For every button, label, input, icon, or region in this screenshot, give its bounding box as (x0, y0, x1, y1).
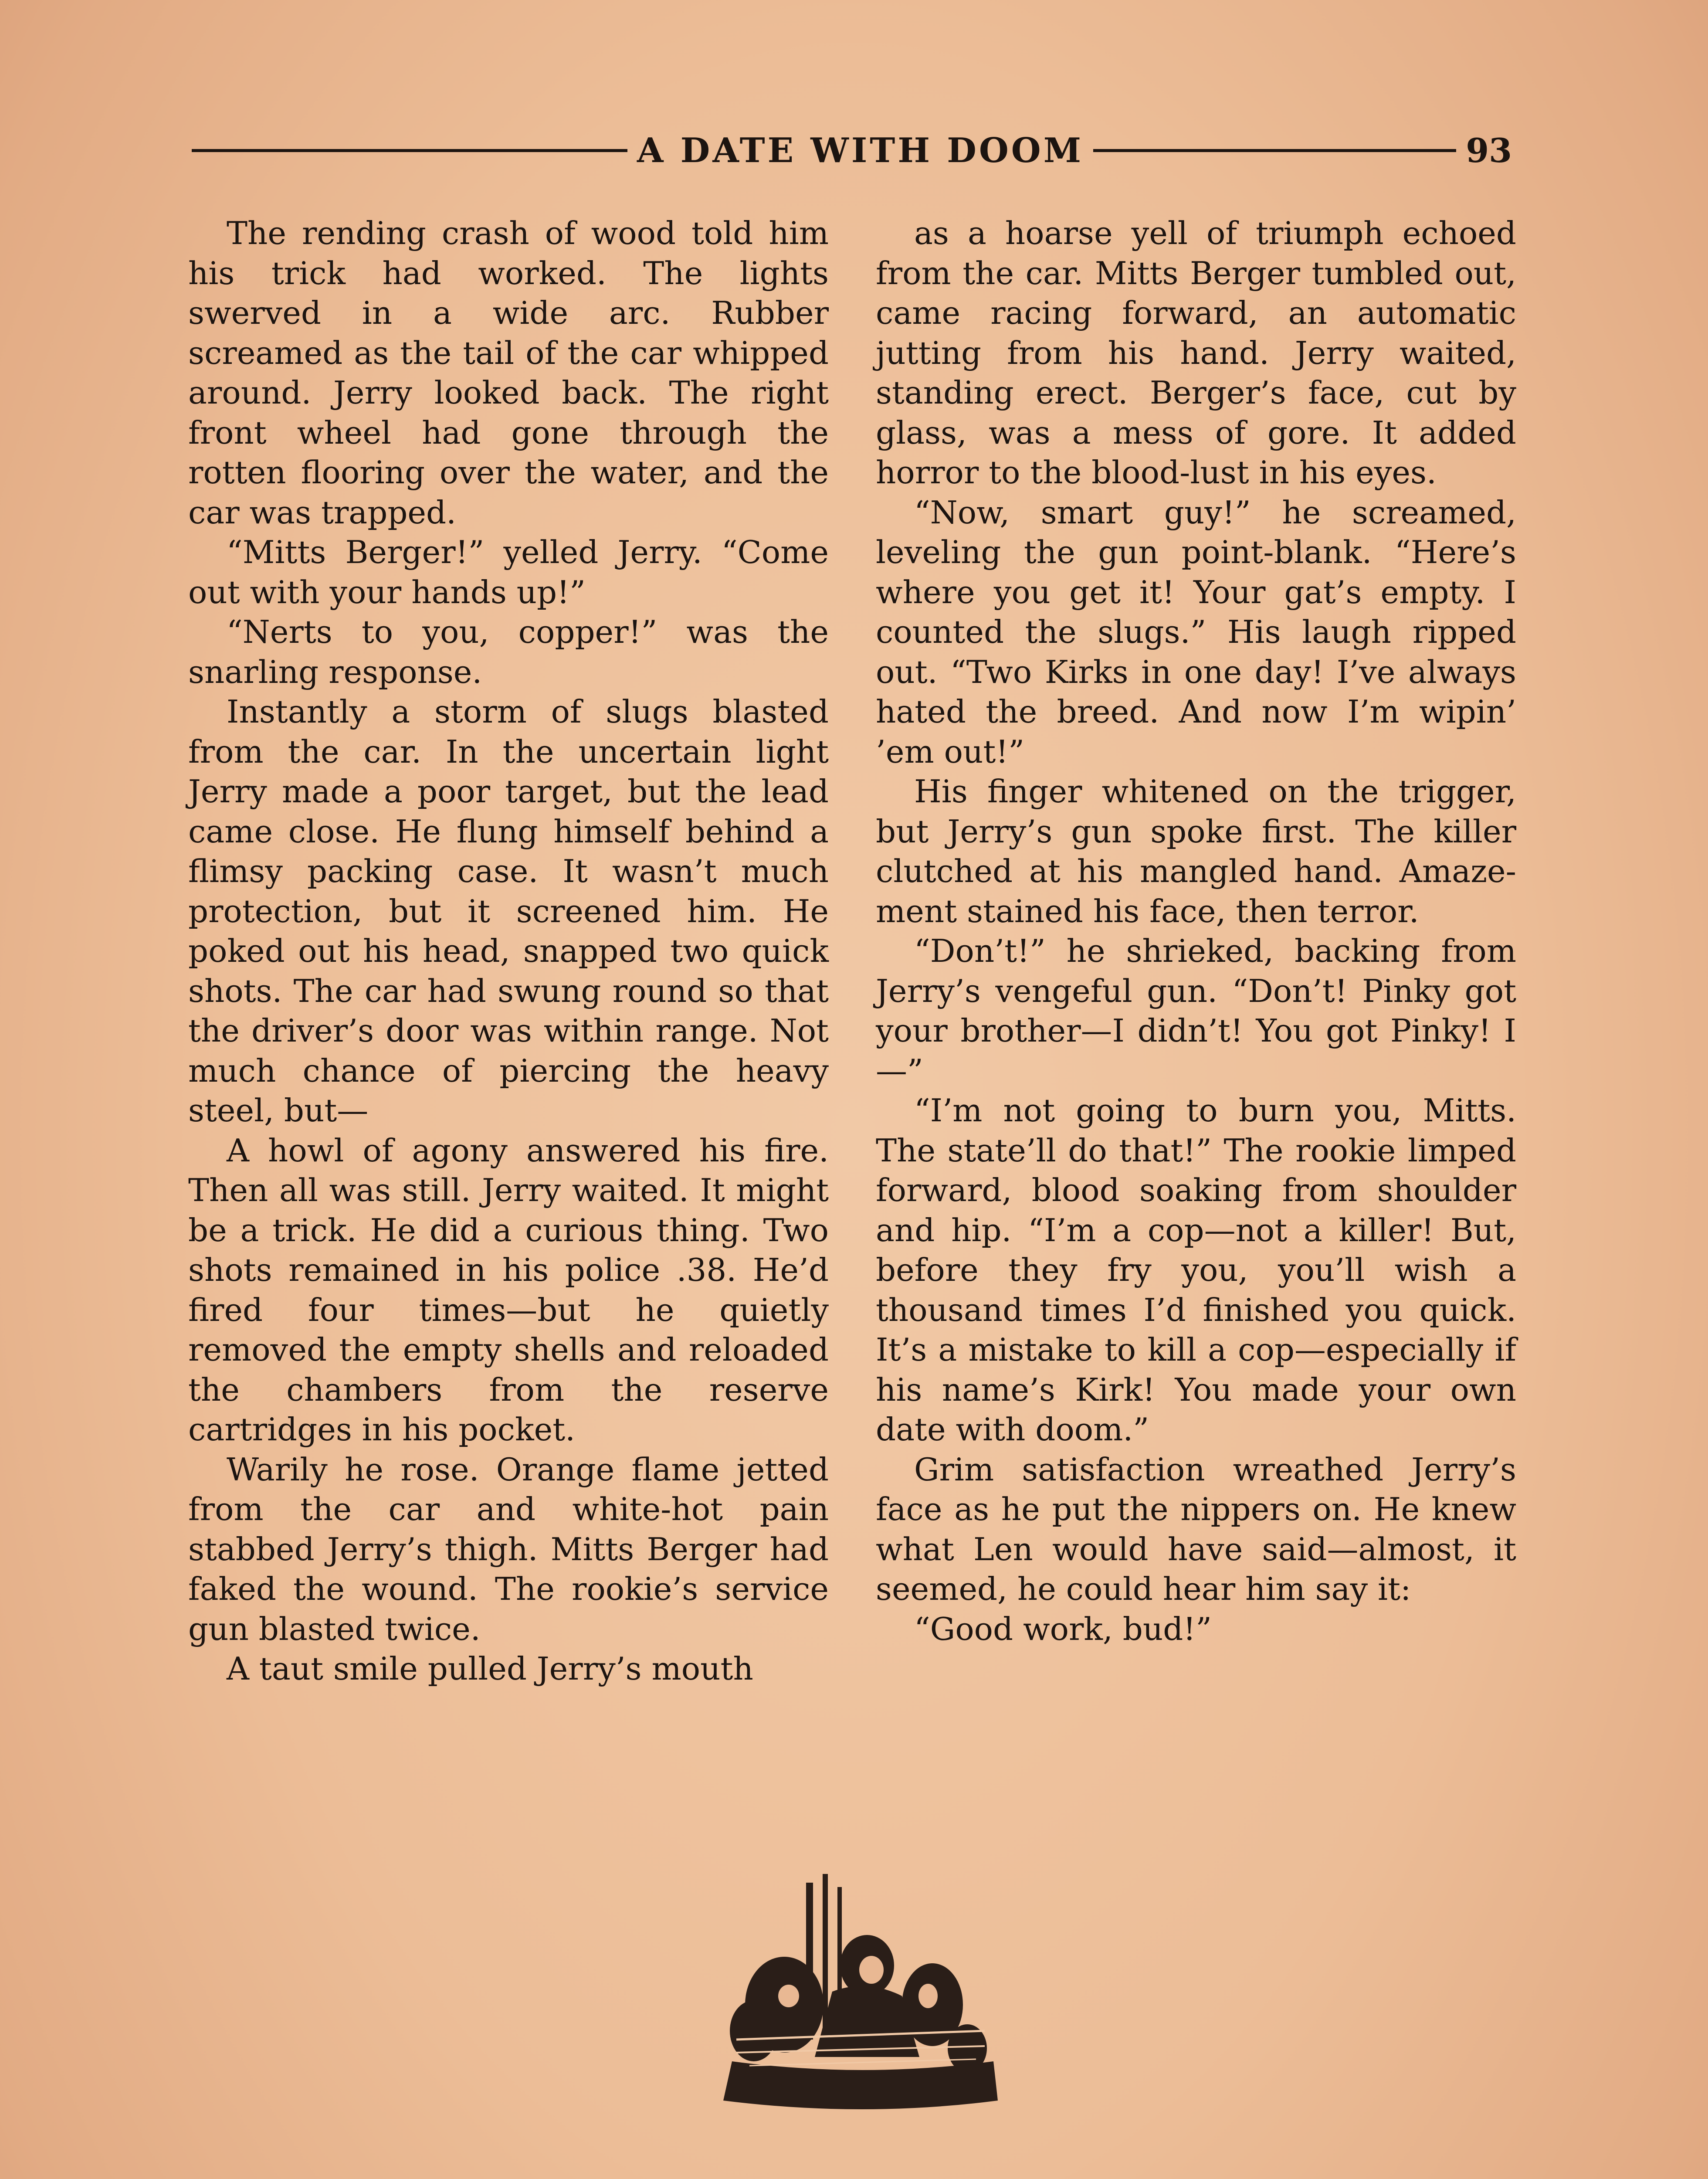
paragraph: A taut smile pulled Jerry’s mouth (227, 1650, 753, 1687)
right-column (876, 214, 1516, 1649)
paragraph: “I’m not going to burn you, Mitts. The state’ll do that!” The rookie limped forward, blood soaking from shoulder and hip. “I’m a cop—not a killer! But, before they fry you, you’ll wish a thousand times I’d finished you quick. It’s a mistake to kill a cop—especially if his name’s Kirk! You made your own date with doom.” (876, 1092, 1516, 1448)
running-title: A DATE WITH DOOM (637, 130, 1084, 170)
paragraph: Grim satisfaction wreathed Jerry’s face as he put the nippers on. He knew what Len would have said—almost, it seemed, he could hear him say it: (876, 1451, 1516, 1607)
running-header (192, 126, 1512, 174)
paragraph: The rending crash of wood told him his trick had worked. The lights swerved in a wide arc. Rubber screamed as the tail of the car whipped around. Jerry looked back. The right front wheel had gone through the rotten flooring over the water, and the car was trapped. (188, 215, 829, 531)
left-column (188, 214, 829, 1689)
paragraph: A howl of agony answered his fire. Then all was still. Jerry waited. It might be a trick. He did a curious thing. Two shots remained in his police .38. He’d fired four times—but he quietly removed the empty shells and reloaded the chambers from the reserve cartridges in his pocket. (188, 1132, 829, 1448)
policeman-woodcut-icon (723, 1874, 998, 2118)
paragraph: “Good work, bud!” (914, 1610, 1212, 1647)
paragraph: “Don’t!” he shrieked, backing from Jerry’s vengeful gun. “Don’t! Pinky got your brother—I didn’t! You got Pinky! I—” (876, 933, 1516, 1089)
header-rule-right (1093, 149, 1456, 152)
page-number: 93 (1466, 131, 1512, 170)
paragraph: as a hoarse yell of triumph echoed from the car. Mitts Berger tumbled out, came racing forward, an automatic jutting from his hand. Jerry waited, standing erect. Berger’s face, cut by glass, was a mess of gore. It added horror to the blood-lust in his eyes. (876, 215, 1516, 491)
end-illustration (723, 1874, 998, 2118)
paragraph: Instantly a storm of slugs blasted from the car. In the uncertain light Jerry made a poor target, but the lead came close. He flung himself behind a flimsy packing case. It wasn’t much protection, but it screened him. He poked out his head, snapped two quick shots. The car had swung round so that the driver’s door was within range. Not much chance of piercing the heavy steel, but— (188, 693, 829, 1129)
paragraph: Warily he rose. Orange flame jetted from the car and white-hot pain stabbed Jerry’s thigh. Mitts Berger had faked the wound. The rookie’s service gun blasted twice. (188, 1451, 829, 1647)
header-rule-left (192, 149, 627, 152)
paragraph: “Mitts Berger!” yelled Jerry. “Come out with your hands up!” (188, 534, 829, 611)
paragraph: “Nerts to you, copper!” was the snarling response. (188, 614, 829, 690)
paragraph: His finger whitened on the trigger, but Jerry’s gun spoke first. The killer clutched at his mangled hand. Amazement stained his face, then terror. (876, 773, 1516, 930)
paragraph: “Now, smart guy!” he screamed, leveling the gun point-blank. “Here’s where you get it! Your gat’s empty. I counted the slugs.” His laugh ripped out. “Two Kirks in one day! I’ve always hated the breed. And now I’m wipin’ ’em out!” (876, 494, 1516, 770)
